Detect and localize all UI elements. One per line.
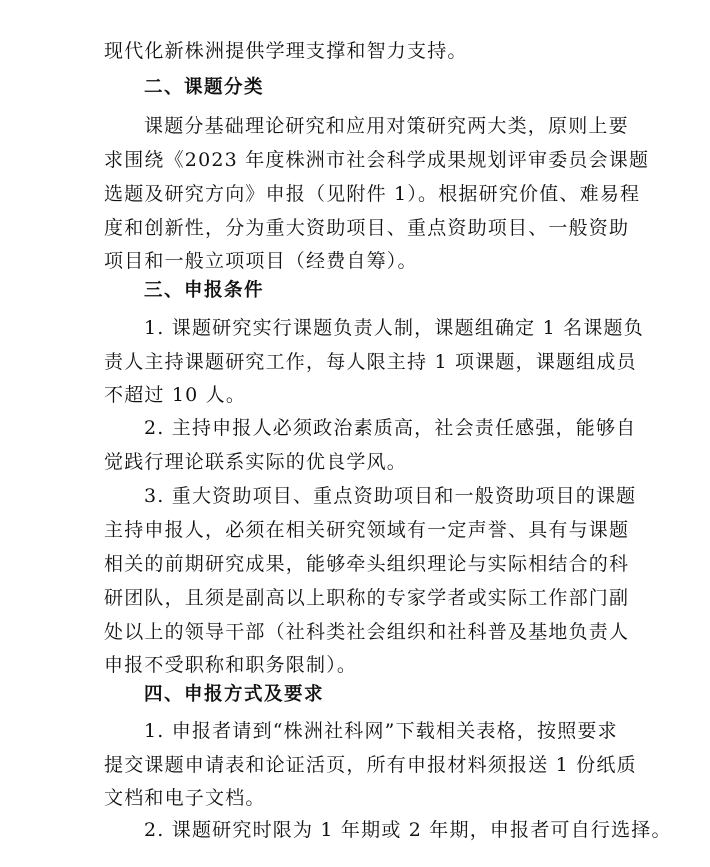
paragraph-line: 1. 课题研究实行课题负责人制，课题组确定 1 名课题负 [144,317,644,339]
paragraph-line: 1. 申报者请到“株洲社科网”下载相关表格，按照要求 [144,720,618,742]
section-heading: 二、课题分类 [144,77,265,98]
paragraph-line: 处以上的领导干部（社科类社会组织和社科普及基地负责人 [104,621,630,643]
paragraph-line: 2. 课题研究时限为 1 年期或 2 年期，申报者可自行选择。 [144,819,672,841]
paragraph-line: 不超过 10 人。 [104,384,247,406]
paragraph-line: 研团队，且须是副高以上职称的专家学者或实际工作部门副 [104,587,630,609]
paragraph-line: 文档和电子文档。 [104,787,266,809]
paragraph-line: 相关的前期研究成果，能够牵头组织理论与实际相结合的科 [104,553,630,575]
paragraph-line: 申报不受职称和职务限制）。 [104,654,358,676]
section-heading: 四、申报方式及要求 [144,684,325,705]
paragraph-line: 选题及研究方向》申报（见附件 1）。根据研究价值、难易程 [104,183,641,205]
paragraph-line: 责人主持课题研究工作，每人限主持 1 项课题，课题组成员 [104,351,637,373]
paragraph-line: 现代化新株洲提供学理支撑和智力支持。 [104,40,468,62]
paragraph-line: 2. 主持申报人必须政治素质高，社会责任感强，能够自 [144,417,637,439]
section-heading: 三、申报条件 [144,280,265,301]
paragraph-line: 3. 重大资助项目、重点资助项目和一般资助项目的课题 [144,485,637,507]
paragraph-line: 项目和一般立项项目（经费自筹）。 [104,250,418,272]
paragraph-line: 主持申报人，必须在相关研究领域有一定声誉、具有与课题 [104,519,630,541]
paragraph-line: 求围绕《2023 年度株洲市社会科学成果规划评审委员会课题 [104,149,650,171]
paragraph-line: 觉践行理论联系实际的优良学风。 [104,451,408,473]
paragraph-line: 课题分基础理论研究和应用对策研究两大类，原则上要 [144,115,629,137]
paragraph-line: 提交课题申请表和论证活页，所有申报材料须报送 1 份纸质 [104,754,637,776]
paragraph-line: 度和创新性，分为重大资助项目、重点资助项目、一般资助 [104,217,630,239]
